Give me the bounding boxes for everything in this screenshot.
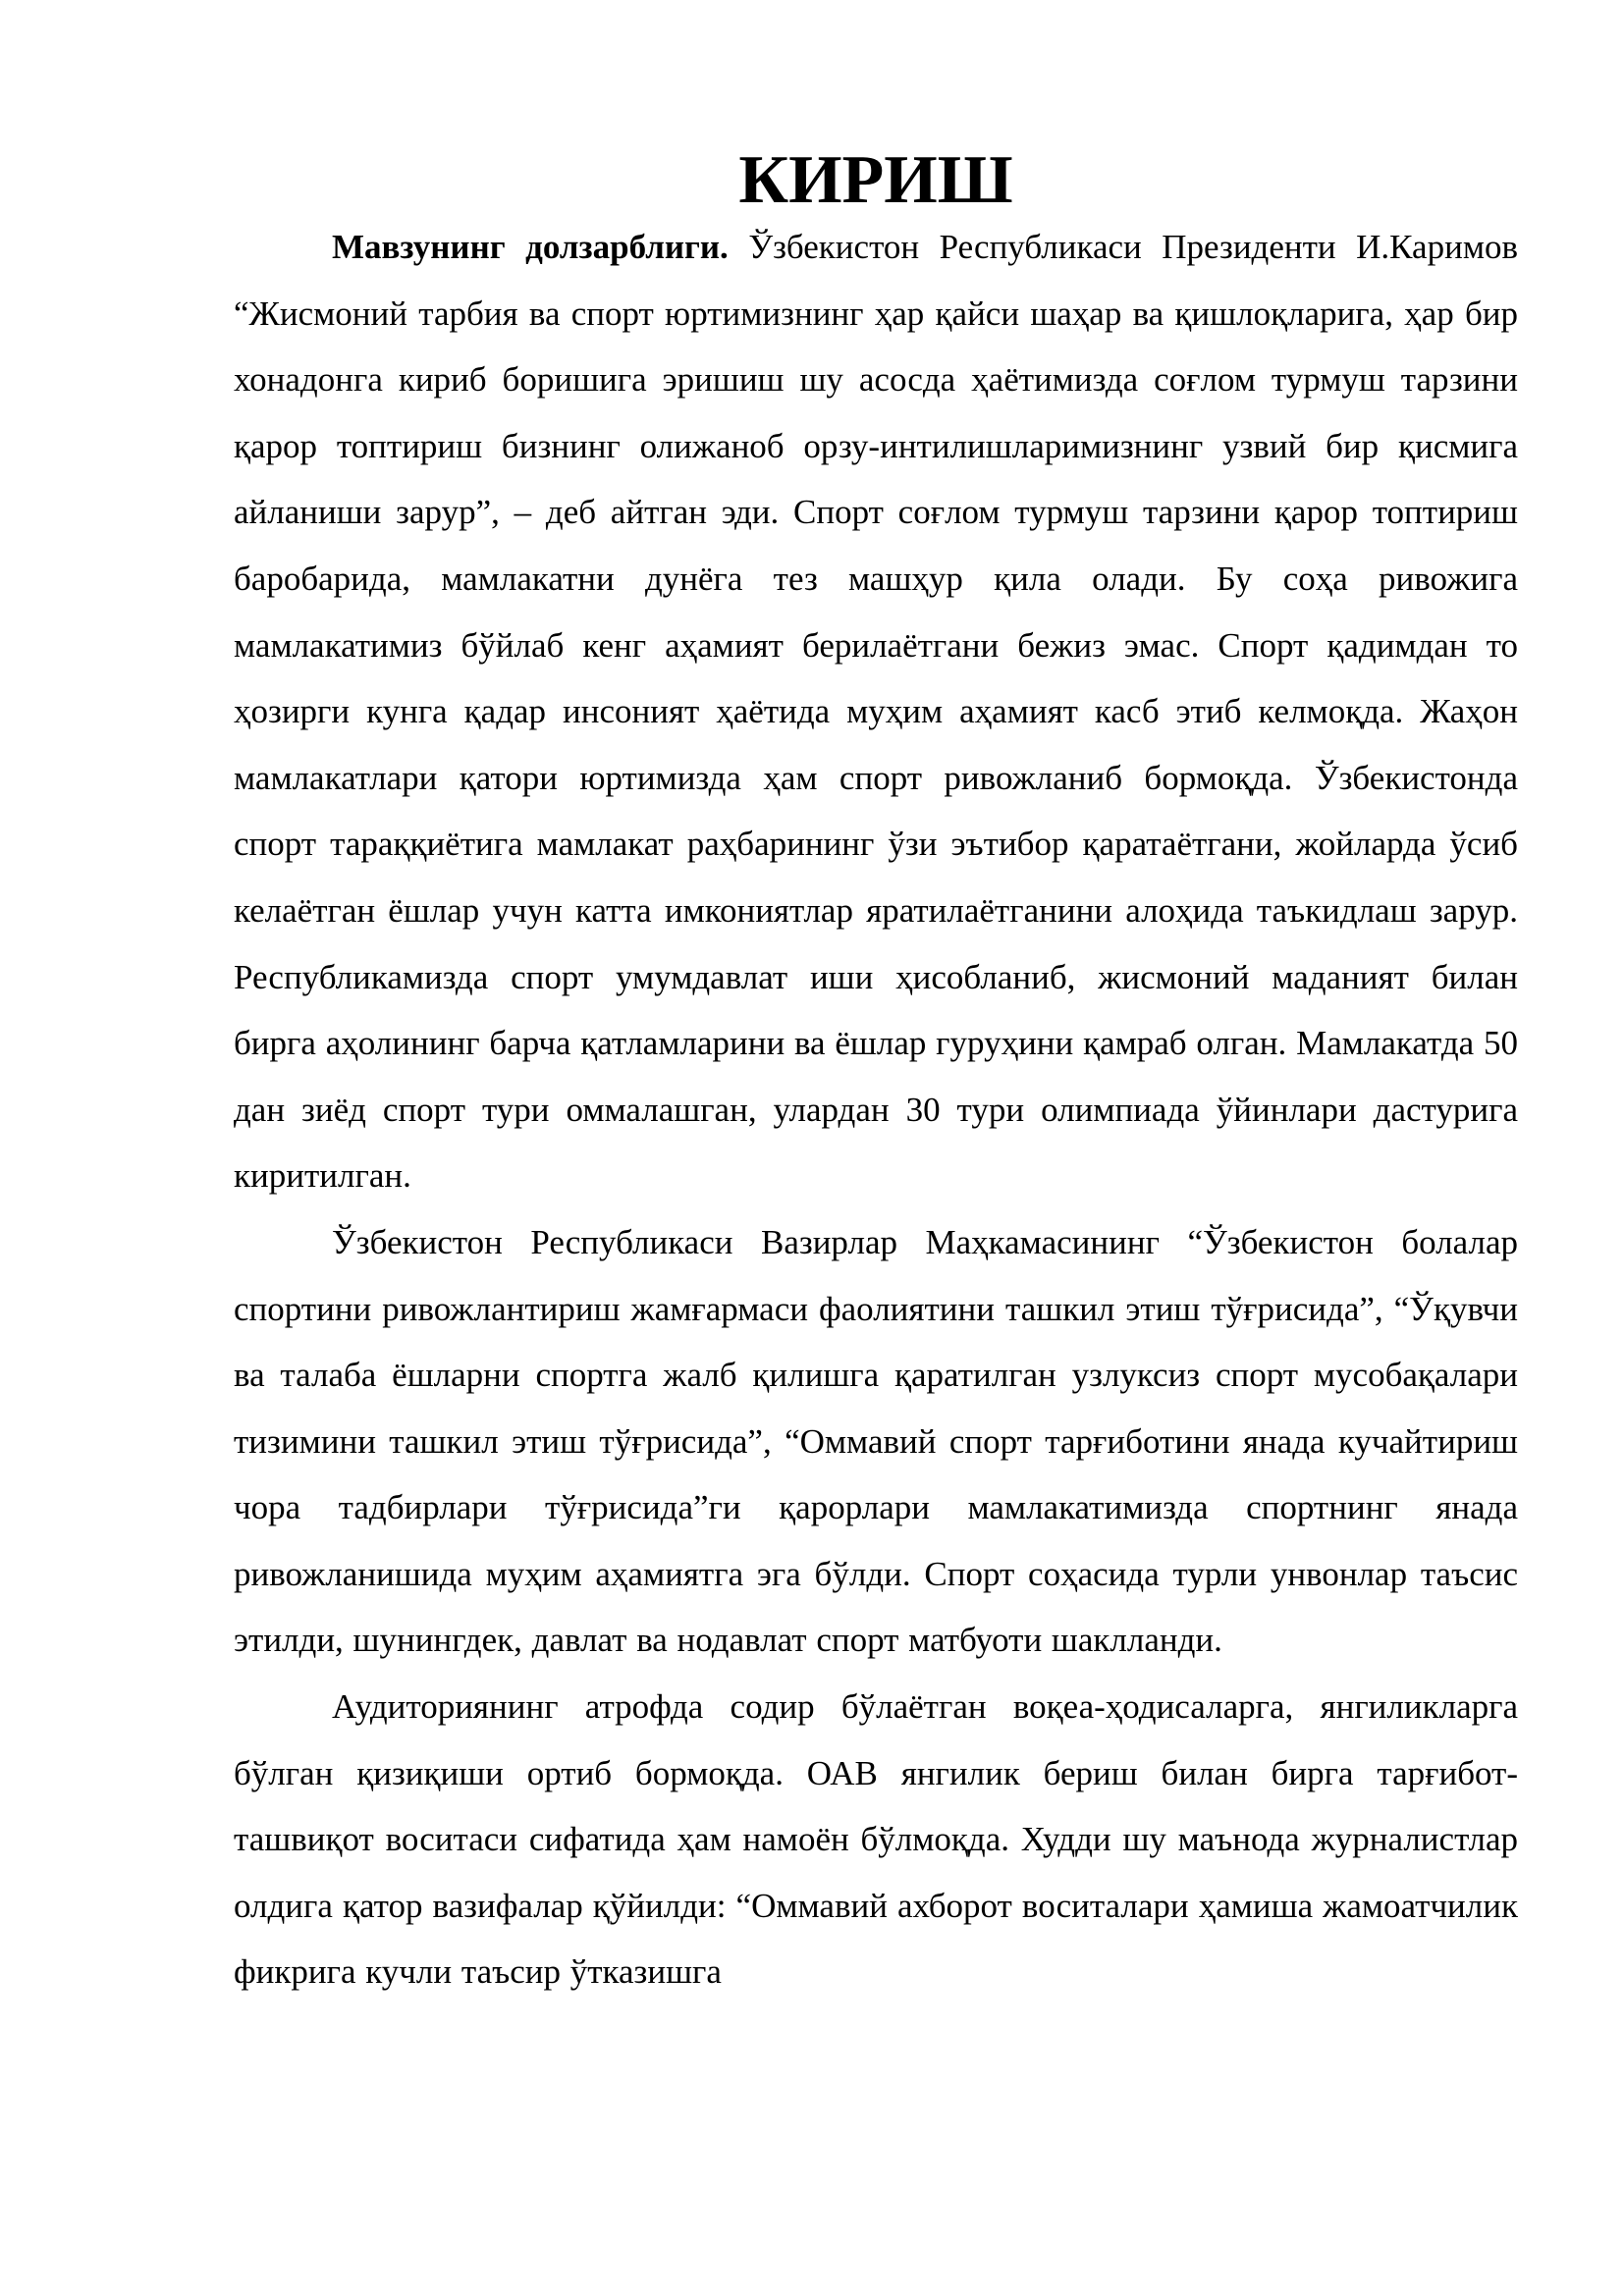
- document-title: КИРИШ: [738, 142, 1013, 218]
- paragraph-lead-heading: Мавзунинг долзарблиги.: [332, 228, 729, 266]
- paragraph-audience-interest: Аудиториянинг атрофда содир бўлаётган воқеа-ҳодисаларга, янгиликларга бўлган қизиқиши ортиб бормоқда. ОАВ янгилик бериш билан бирга тарғибот-ташвиқот воситаси сифатида ҳам намоён бўлмоқда. Худди шу маънода журналистлар олдига қатор вазифалар қўйилди: “Оммавий ахборот воситалари ҳамиша жамоатчилик фикрига кучли таъсир ўтказишга: [234, 1687, 1518, 1992]
- paragraph-cabinet-resolutions: Ўзбекистон Республикаси Вазирлар Маҳкамасининг “Ўзбекистон болалар спортини ривожлантириш жамғармаси фаолиятини ташкил этиш тўғрисида”, “Ўқувчи ва талаба ёшларни спортга жалб қилишга қаратилган узлуксиз спорт мусобақалари тизимини ташкил этиш тўғрисида”, “Оммавий спорт тарғиботини янада кучайтириш чора тадбирлари тўғрисида”ги қарорлари мамлакатимизда спортнинг янада ривожланишида муҳим аҳамиятга эга бўлди. Спорт соҳасида турли унвонлар таъсис этилди, шунингдек, давлат ва нодавлат спорт матбуоти шаклланди.: [234, 1222, 1518, 1660]
- document-page: [234, 142, 1518, 2005]
- paragraph-relevance: [234, 214, 1518, 1209]
- paragraph-body-text: Ўзбекистон Республикаси Президенти И.Каримов “Жисмоний тарбия ва спорт юртимизнинг ҳар қайси шаҳар ва қишлоқларига, ҳар бир хонадонга кириб боришига эришиш шу асосда ҳаётимизда соғлом турмуш тарзини қарор топтириш бизнинг олижаноб орзу-интилишларимизнинг узвий бир қисмига айланиши зарур”, – деб айтган эди. Спорт соғлом турмуш тарзини қарор топтириш баробарида, мамлакатни дунёга тез машҳур қила олади. Бу соҳа ривожига мамлакатимиз бўйлаб кенг аҳамият берилаётгани бежиз эмас. Спорт қадимдан то ҳозирги кунга қадар инсоният ҳаётида муҳим аҳамият касб этиб келмоқда. Жаҳон мамлакатлари қатори юртимизда ҳам спорт ривожланиб бормоқда. Ўзбекистонда спорт тараққиётига мамлакат раҳбарининг ўзи эътибор қаратаётгани, жойларда ўсиб келаётган ёшлар учун катта имкониятлар яратилаётганини алоҳида таъкидлаш зарур. Республикамизда спорт умумдавлат иши ҳисобланиб, жисмоний маданият билан бирга аҳолининг барча қатламларини ва ёшлар гуруҳини қамраб олган. Мамлакатда 50 дан зиёд спорт тури оммалашган, улардан 30 тури олимпиада ўйинлари дастурига киритилган.: [234, 228, 1518, 1196]
